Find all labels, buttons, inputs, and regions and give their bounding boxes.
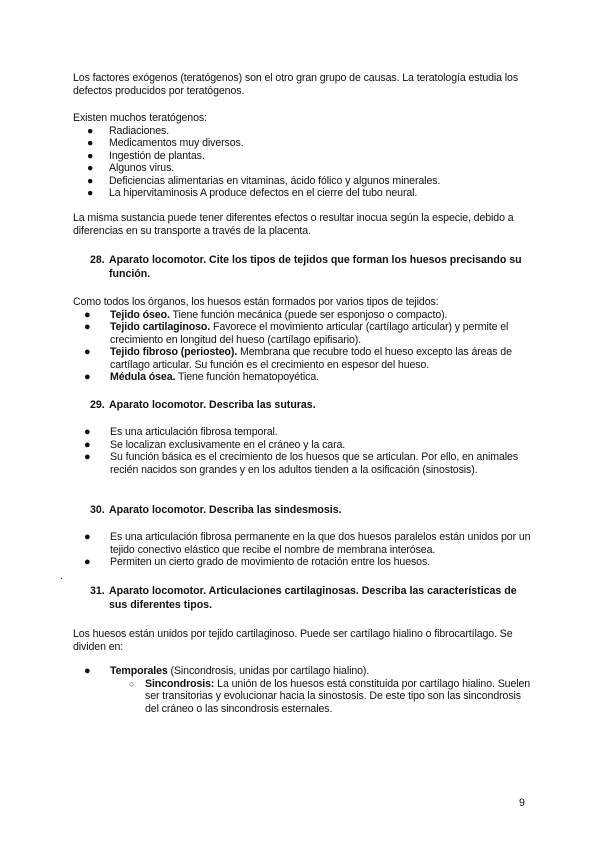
- list-item: ● Su función básica es el crecimiento de los huesos que se articulan. Por ello, en animales recién nacidos son grandes y en los adultos tienden a la osificación (sinostosis).: [84, 451, 519, 476]
- circle-bullet-icon: ○: [129, 678, 135, 689]
- list-item: ● Radiaciones.: [87, 124, 170, 137]
- list-item: ● Algunos virus.: [87, 162, 175, 174]
- list-item: ● Es una articulación fibrosa temporal.: [84, 426, 278, 438]
- list-item: ● La hipervitaminosis A produce defectos en el cierre del tubo neural.: [87, 187, 418, 199]
- bullet-icon: ●: [87, 124, 94, 137]
- question-number: 31.: [90, 585, 105, 597]
- list-item: ● Es una articulación fibrosa permanente en la que dos huesos paralelos están unidos por un tejido conectivo elástico que recibe el nombre de membrana interósea.: [84, 531, 531, 556]
- list-item: ● Temporales (Sincondrosis, unidas por cartílago hialino).: [84, 665, 370, 677]
- question-29-body: [73, 426, 533, 476]
- bullet-icon: ●: [84, 321, 91, 333]
- placenta-paragraph-block: [73, 212, 533, 237]
- question-number: 30.: [90, 504, 105, 516]
- list-item: ○ Sincondrosis: La unión de los huesos está constituida por cartílago hialino. Suelen ser transitorias y evolucionar hacia la sinostosis. De este tipo son las sincondrosis del cráneo o las sincondrosis esternales.: [129, 677, 531, 715]
- bullet-icon: ●: [84, 346, 91, 358]
- list-item: ● Deficiencias alimentarias en vitaminas, ácido fólico y algunos minerales.: [87, 174, 441, 187]
- teratogens-block: [73, 112, 533, 200]
- question-title: Aparato locomotor. Describa las sindesmosis.: [109, 504, 342, 516]
- stray-dot: .: [60, 571, 63, 582]
- tissue-list: [73, 309, 533, 384]
- teratogens-intro: Existen muchos teratógenos:: [73, 112, 207, 124]
- list-item: ● Tejido óseo. Tiene función mecánica (puede ser esponjoso o compacto).: [84, 308, 448, 321]
- sindesmosis-list: [73, 531, 533, 569]
- bullet-icon: ●: [84, 371, 91, 383]
- question-number: 28.: [90, 254, 105, 266]
- question-31-intro: Los huesos están unidos por tejido cartilaginoso. Puede ser cartílago hialino o fibrocartílago. Se dividen en:: [73, 628, 513, 653]
- teratogens-list: [73, 125, 533, 200]
- question-31-intro-block: [73, 628, 533, 653]
- bullet-icon: ●: [84, 451, 91, 463]
- list-item: ● Tejido fibroso (periosteo). Membrana que recubre todo el hueso excepto las áreas de cartílago articular. Su función es el crecimiento en espesor del hueso.: [84, 346, 512, 371]
- intro-block: [73, 72, 533, 97]
- question-30-heading: [90, 504, 530, 518]
- bullet-icon: ●: [84, 556, 91, 568]
- list-item: ● Ingestión de plantas.: [87, 149, 205, 162]
- list-item: ● Médula ósea. Tiene función hematopoyética.: [84, 371, 319, 383]
- question-title: Aparato locomotor. Describa las suturas.: [109, 399, 316, 411]
- list-item: ● Permiten un cierto grado de movimiento de rotación entre los huesos.: [84, 556, 431, 568]
- cartilage-types-list: [73, 665, 533, 678]
- question-28-intro: Como todos los órganos, los huesos están formados por varios tipos de tejidos:: [73, 296, 439, 308]
- question-28-body: [73, 296, 533, 384]
- bullet-icon: ●: [87, 137, 94, 149]
- page-number: 9: [519, 797, 525, 809]
- question-29-heading: [90, 399, 530, 413]
- sincondrosis-sublist: [73, 678, 533, 716]
- question-title: Aparato locomotor. Cite los tipos de tejidos que forman los huesos precisando su función.: [109, 254, 522, 280]
- question-number: 29.: [90, 399, 105, 411]
- bullet-icon: ●: [87, 187, 94, 199]
- bullet-icon: ●: [84, 308, 91, 321]
- bullet-icon: ●: [84, 665, 91, 677]
- intro-paragraph: Los factores exógenos (teratógenos) son el otro gran grupo de causas. La teratología estudia los defectos producidos por teratógenos.: [73, 72, 519, 97]
- bullet-icon: ●: [84, 438, 91, 451]
- list-item: ● Se localizan exclusivamente en el cráneo y la cara.: [84, 438, 346, 451]
- question-30-body: [73, 531, 533, 569]
- question-title: Aparato locomotor. Articulaciones cartilaginosas. Describa las características de sus diferentes tipos.: [109, 585, 517, 611]
- sutures-list: [73, 426, 533, 476]
- placenta-paragraph: La misma sustancia puede tener diferentes efectos o resultar inocua según la especie, debido a diferencias en su transporte a través de la placenta.: [73, 212, 514, 237]
- question-31-heading: [90, 585, 530, 612]
- question-31-list-block: [73, 665, 533, 715]
- bullet-icon: ●: [87, 149, 94, 162]
- question-28-heading: [90, 254, 530, 281]
- list-item: ● Tejido cartilaginoso. Favorece el movimiento articular (cartílago articular) y permite el crecimiento en longitud del hueso (cartílago epifisario).: [84, 321, 509, 346]
- bullet-icon: ●: [87, 174, 94, 187]
- bullet-icon: ●: [87, 162, 94, 174]
- bullet-icon: ●: [84, 426, 91, 438]
- bullet-icon: ●: [84, 531, 91, 543]
- list-item: ● Medicamentos muy diversos.: [87, 137, 244, 149]
